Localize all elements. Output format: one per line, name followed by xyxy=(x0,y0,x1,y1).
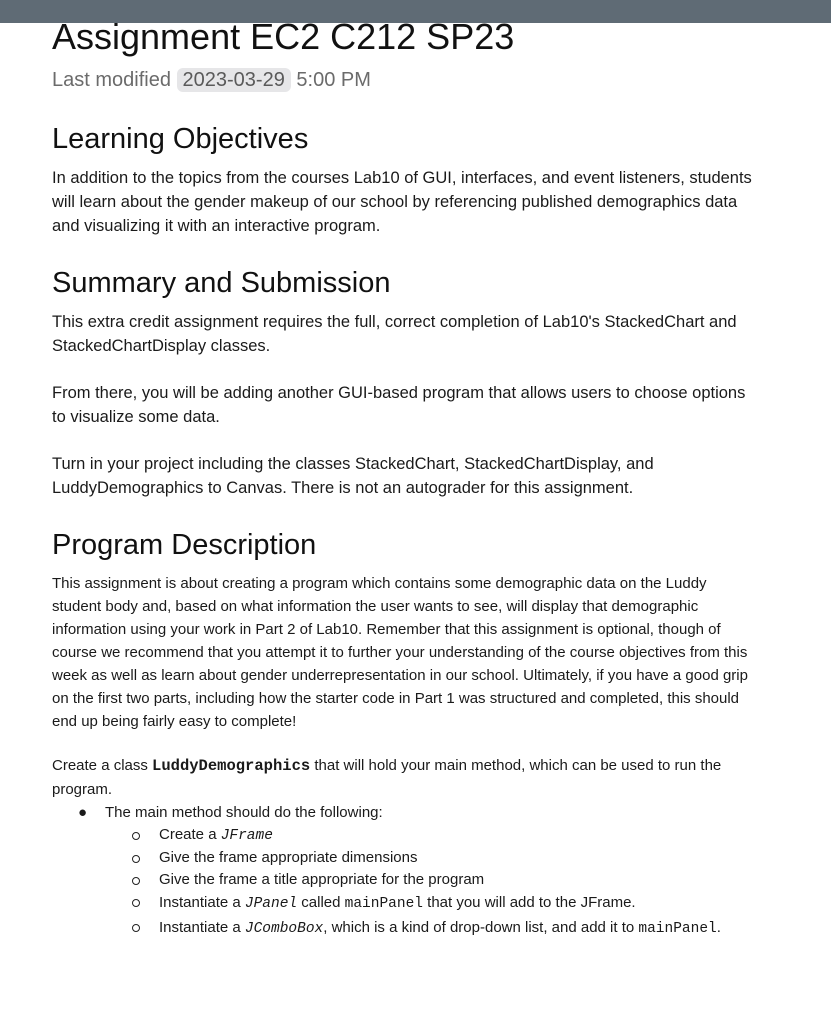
jpanel-code: JPanel xyxy=(244,896,298,912)
document xyxy=(52,15,752,941)
circle-bullet-icon xyxy=(132,877,140,885)
list-item xyxy=(159,869,752,891)
sub5-post: . xyxy=(716,919,721,936)
sub2-text: Give the frame appropriate dimensions xyxy=(159,849,418,866)
sub5-pre: Instantiate a xyxy=(159,919,245,936)
summary-paragraph-3: Turn in your project including the classes StackedChart, StackedChartDisplay, and LuddyDemographics to Canvas. There is not an autograder for this assignment. xyxy=(52,455,654,497)
learning-text: In addition to the topics from the courses Lab10 of GUI, interfaces, and event listeners, students will learn about the gender makeup of our school by referencing published demographics data and visualizing it with an interactive program. xyxy=(52,169,752,235)
sub4-pre: Instantiate a xyxy=(159,894,245,911)
page-title: Assignment EC2 C212 SP23 xyxy=(52,16,515,57)
circle-bullet-icon xyxy=(132,899,140,907)
sub5-mid: , which is a kind of drop-down list, and add it to xyxy=(323,919,639,936)
mainpanel-code: mainPanel xyxy=(344,896,423,912)
list-item xyxy=(159,824,752,847)
summary-paragraph-1: This extra credit assignment requires the full, correct completion of Lab10's StackedChart and StackedChartDisplay classes. xyxy=(52,313,737,355)
class-name-code: LuddyDemographics xyxy=(152,757,311,775)
sub-list xyxy=(105,824,752,941)
last-modified-label: Last modified xyxy=(52,69,171,91)
circle-bullet-icon xyxy=(132,855,140,863)
last-modified xyxy=(52,65,752,95)
main-method-list xyxy=(52,801,752,941)
sub3-text: Give the frame a title appropriate for the program xyxy=(159,871,485,888)
sub4-post: that you will add to the JFrame. xyxy=(422,894,636,911)
create-post: that will hold your main method, which can be used to run the program. xyxy=(52,757,722,798)
sub4-mid: called xyxy=(297,894,345,911)
jcombobox-code: JComboBox xyxy=(244,921,324,937)
circle-bullet-icon xyxy=(132,924,140,932)
list-item xyxy=(159,891,752,916)
bullet-icon: ● xyxy=(78,804,88,821)
list-item xyxy=(159,916,752,941)
circle-bullet-icon xyxy=(132,832,140,840)
mainpanel-code-2: mainPanel xyxy=(638,921,717,937)
program-paragraph-1: This assignment is about creating a program which contains some demographic data on the Luddy student body and, based on what information the user wants to see, will display that demographic information using your work in Part 2 of Lab10. Remember that this assignment is optional, though of course we recommend that you attempt it to further your understanding of the course objectives from this week as well as learn about gender underrepresentation in our school. Ultimately, if you have a good grip on the first two parts, including how the starter code in Part 1 was structured and completed, this should end up being fairly easy to complete! xyxy=(52,575,748,730)
last-modified-time: 5:00 PM xyxy=(296,69,371,91)
heading-summary: Summary and Submission xyxy=(52,267,391,299)
date-chip[interactable]: 2023-03-29 xyxy=(177,68,291,92)
program-section xyxy=(52,572,752,941)
list-item xyxy=(159,847,752,869)
heading-learning-objectives: Learning Objectives xyxy=(52,123,309,155)
create-class-paragraph xyxy=(52,754,752,801)
sub1-text: Create a xyxy=(159,826,221,843)
list-item xyxy=(78,801,752,941)
create-pre: Create a class xyxy=(52,757,153,774)
heading-program-description: Program Description xyxy=(52,529,317,561)
summary-paragraph-2: From there, you will be adding another GUI-based program that allows users to choose options to visualize some data. xyxy=(52,384,746,426)
jframe-code: JFrame xyxy=(220,828,273,844)
bullet-main-text: The main method should do the following: xyxy=(105,804,383,821)
